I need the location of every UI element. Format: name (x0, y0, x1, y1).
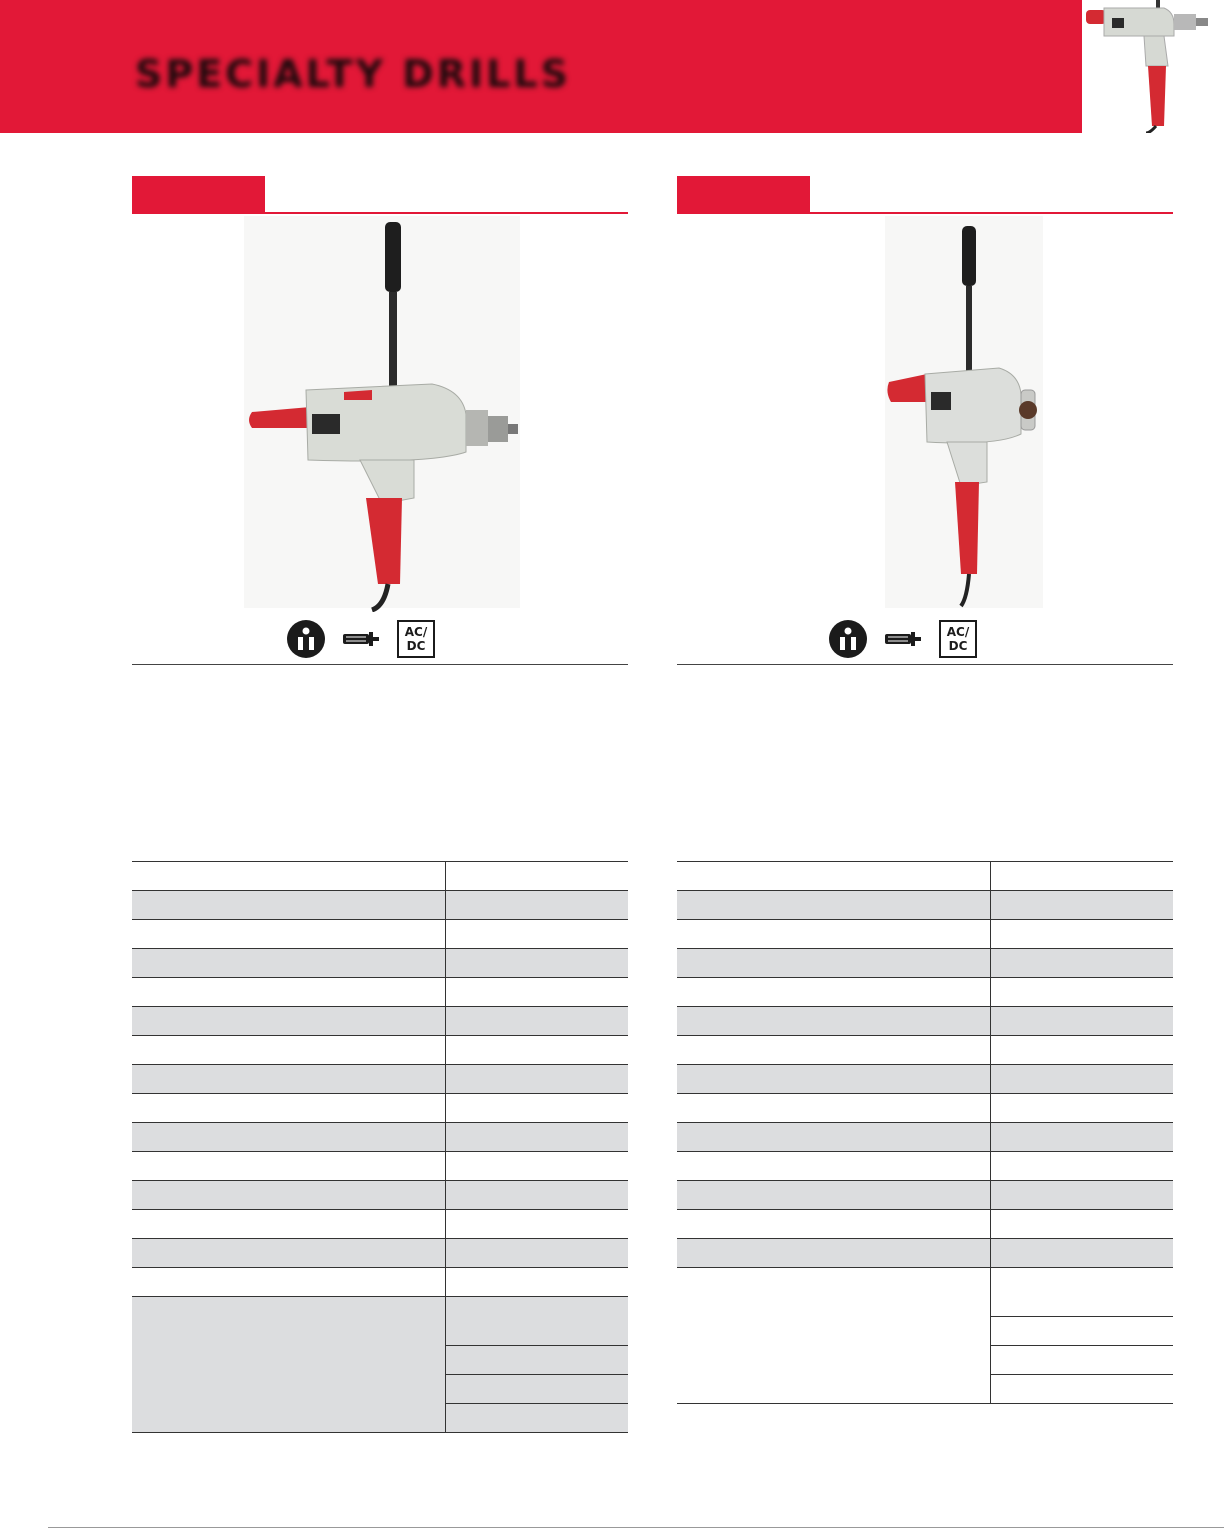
model-header (677, 176, 1173, 214)
table-row (677, 891, 1173, 920)
table-row (132, 1094, 628, 1123)
ac-dc-icon: AC/ DC (397, 620, 435, 658)
table-row (132, 1007, 628, 1036)
spec-table-left (132, 861, 628, 1433)
table-row (132, 862, 628, 891)
model-header (132, 176, 628, 214)
table-row (677, 920, 1173, 949)
table-row (132, 1268, 628, 1297)
table-row (677, 862, 1173, 891)
info-icon (287, 620, 325, 658)
table-row (132, 891, 628, 920)
table-row (677, 1036, 1173, 1065)
side-handle-icon (343, 632, 379, 646)
product-description-area (132, 665, 628, 861)
product-column-right (677, 176, 1173, 1404)
table-row (132, 1036, 628, 1065)
page-title: SPECIALTY DRILLS (135, 52, 571, 96)
table-row (677, 1094, 1173, 1123)
product-description-area (677, 665, 1173, 861)
table-row (677, 1065, 1173, 1094)
table-row (132, 978, 628, 1007)
feature-icons (677, 612, 1173, 664)
footer-rule (48, 1527, 1224, 1528)
ac-dc-icon: AC/ DC (939, 620, 977, 658)
table-row (677, 978, 1173, 1007)
table-row (132, 1239, 628, 1268)
table-row (677, 1123, 1173, 1152)
table-row (132, 1181, 628, 1210)
header-drill-photo (1086, 0, 1224, 133)
table-row (132, 1123, 628, 1152)
table-row (132, 920, 628, 949)
product-photo-right (677, 214, 1173, 612)
table-row (132, 1152, 628, 1181)
spec-table-right (677, 861, 1173, 1404)
table-row (677, 1007, 1173, 1036)
table-row (677, 1152, 1173, 1181)
table-row (677, 949, 1173, 978)
feature-icons (132, 612, 628, 664)
table-row (677, 1210, 1173, 1239)
model-number-tab (677, 176, 810, 213)
table-row (132, 1210, 628, 1239)
product-column-left (132, 176, 628, 1433)
table-row (677, 1268, 1173, 1317)
table-row (132, 949, 628, 978)
table-row (132, 1065, 628, 1094)
product-photo-left (132, 214, 628, 612)
table-row (677, 1181, 1173, 1210)
header-banner (0, 0, 1082, 133)
model-number-tab (132, 176, 265, 213)
side-handle-icon (885, 632, 921, 646)
table-row (132, 1297, 628, 1346)
info-icon (829, 620, 867, 658)
table-row (677, 1239, 1173, 1268)
